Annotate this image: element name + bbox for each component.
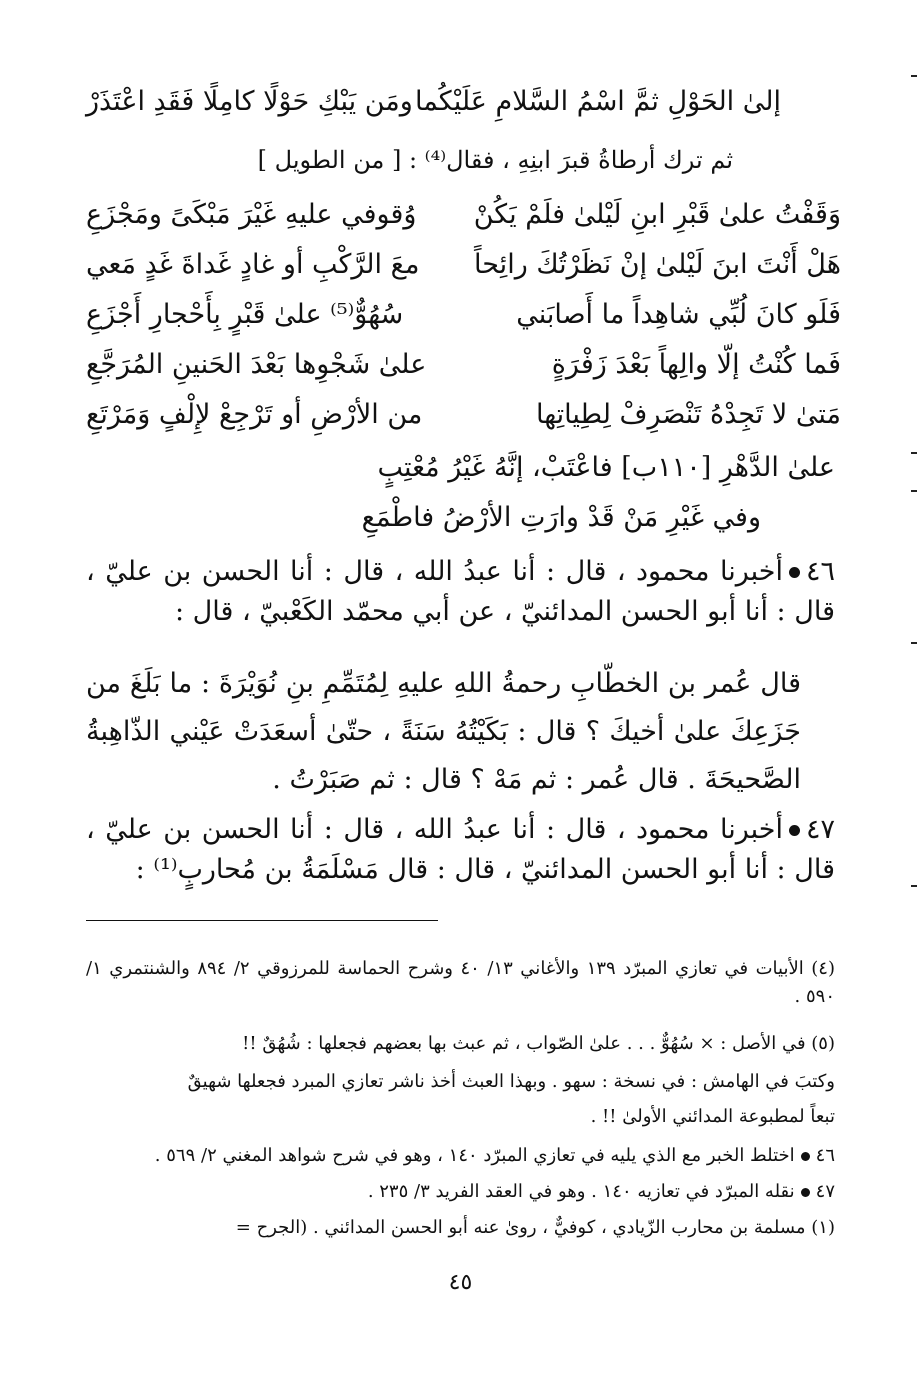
footnote-1: (١) مسلمة بن محارب الزّيادي ، كوفيٌّ ، روىٰ عنه أبو الحسن المدائني . (الجرح =	[235, 1217, 835, 1238]
entry-46-isnad-text: أخبرنا محمود ، قال : أنا عبدُ الله ، قال : أنا الحسن بن عليّ ، قال : أنا أبو الحسن المدائنيّ ، عن أبي محمّد الكَعْبيّ ، قال :	[86, 556, 835, 627]
entry-47-isnad-text: أخبرنا محمود ، قال : أنا عبدُ الله ، قال : أنا الحسن بن عليّ ، قال : أنا أبو الحسن المدائنيّ ، قال : قال مَسْلَمَةُ بن مُحاربٍ⁽¹⁾ :	[86, 814, 835, 885]
bullet-icon	[789, 567, 800, 578]
note-47	[368, 1178, 835, 1206]
bullet-icon	[789, 825, 800, 836]
note-46	[155, 1142, 835, 1170]
entry-46-isnad	[86, 552, 835, 632]
margin-mark	[911, 490, 917, 492]
verse-1-second: وُقوفي عليهِ غَيْرَ مَبْكَىً ومَجْزَعِ	[86, 199, 417, 230]
verse-2-second: معَ الرَّكْبِ أو غادٍ غَداةَ غَدٍ مَعي	[86, 249, 420, 280]
margin-mark	[911, 75, 917, 77]
note-47-text: نقله المبرّد في تعازيه ١٤٠ . وهو في العقد الفريد ٣/ ٢٣٥ .	[367, 1181, 795, 1202]
margin-mark	[911, 452, 917, 454]
footnote-separator	[86, 920, 438, 921]
intro-line: ثم ترك أرطاةُ قبرَ ابنِهِ ، فقال⁽⁴⁾ : [ من الطويل ]	[257, 146, 733, 174]
entry-number: ٤٧	[805, 814, 835, 845]
bullet-icon	[801, 1188, 810, 1197]
verse-5-second: من الأرْضِ أو تَرْجِعْ لإِلْفٍ وَمَرْتَعِ	[86, 399, 423, 430]
couplet-first-hemistich: إلىٰ الحَوْلِ ثمَّ اسْمُ السَّلامِ عَلَيْكُما	[414, 86, 781, 117]
entry-46-text: قال عُمر بن الخطّابِ رحمةُ اللهِ عليهِ لِمُتَمِّمِ بنِ نُوَيْرَةَ : ما بَلَغَ من جَزَعِكَ علىٰ أخيكَ ؟ قال : بَكَيْتُهُ سَنَةً ، حتّىٰ أسعَدَتْ عَيْني الذّاهِبةُ الصَّحيحَةَ . قال عُمر : ثم مَهْ ؟ قال : ثم صَبَرْتُ .	[86, 668, 801, 795]
bullet-icon	[801, 1152, 810, 1161]
footnote-4: (٤) الأبيات في تعازي المبرّد ١٣٩ والأغاني ١٣/ ٤٠ وشرح الحماسة للمرزوقي ٢/ ٨٩٤ والشنتمري ١/ ٥٩٠ .	[86, 958, 835, 1007]
margin-mark	[911, 885, 917, 887]
verse-4-second: علىٰ شَجْوِها بَعْدَ الحَنينِ المُرَجَّعِ	[86, 349, 427, 380]
verse-3-second: سُهُوٌّ⁽⁵⁾ علىٰ قَبْرٍ بِأَحْجارِ أَجْزَعِ	[86, 299, 404, 330]
footnote-5-line1: (٥) في الأصل : × سُهُوٌّ . . . علىٰ الصّواب ، ثم عبث بها بعضهم فجعلها : شُهُقٌ !!	[242, 1033, 835, 1054]
verse-5-first: مَتىٰ لا تَجِدْهُ تَنْصَرِفْ لِطِياتِها	[535, 399, 841, 430]
entry-47-isnad	[86, 810, 835, 890]
note-number: ٤٦	[815, 1145, 835, 1166]
couplet-second-hemistich: ومَن يَبْكِ حَوْلًا كامِلًا فَقَدِ اعْتَذَرْ	[86, 86, 413, 117]
verse-4-first: فَما كُنْتُ إلّا والِهاً بَعْدَ زَفْرَةٍ	[551, 349, 841, 380]
note-46-text: اختلط الخبر مع الذي يليه في تعازي المبرّد ١٤٠ ، وهو في شرح شواهد المغني ٢/ ٥٦٩ .	[154, 1145, 795, 1166]
verse-2-first: هَلْ أَنْتَ ابنَ لَيْلىٰ إنْ نَظَرْتُكَ رائِحاً	[474, 249, 841, 280]
final-verse-line2: وفي غَيْرِ مَنْ قَدْ وارَتِ الأرْضُ فاطْمَعِ	[361, 502, 761, 533]
page-number: ٤٥	[448, 1270, 473, 1295]
margin-mark	[911, 642, 917, 644]
verse-1-first: وَقَفْتُ علىٰ قَبْرِ ابنِ لَيْلىٰ فلَمْ يَكُنْ	[473, 199, 841, 230]
footnote-5-line2: وكتبَ في الهامش : في نسخة : سهو . وبهذا العبث أخذ ناشر تعازي المبرد فجعلها شهيقٌ	[187, 1071, 835, 1092]
final-verse-line1: علىٰ الدَّهْرِ [١١٠ب] فاعْتَبْ، إنَّهُ غَيْرُ مُعْتِبٍ	[377, 452, 835, 483]
note-number: ٤٧	[815, 1181, 835, 1202]
entry-number: ٤٦	[805, 556, 835, 587]
verse-3-first: فَلَو كانَ لُبِّي شاهِداً ما أَصابَني	[516, 299, 841, 330]
footnote-5-line3: تبعاً لمطبوعة المدائني الأولىٰ !! .	[590, 1106, 835, 1127]
